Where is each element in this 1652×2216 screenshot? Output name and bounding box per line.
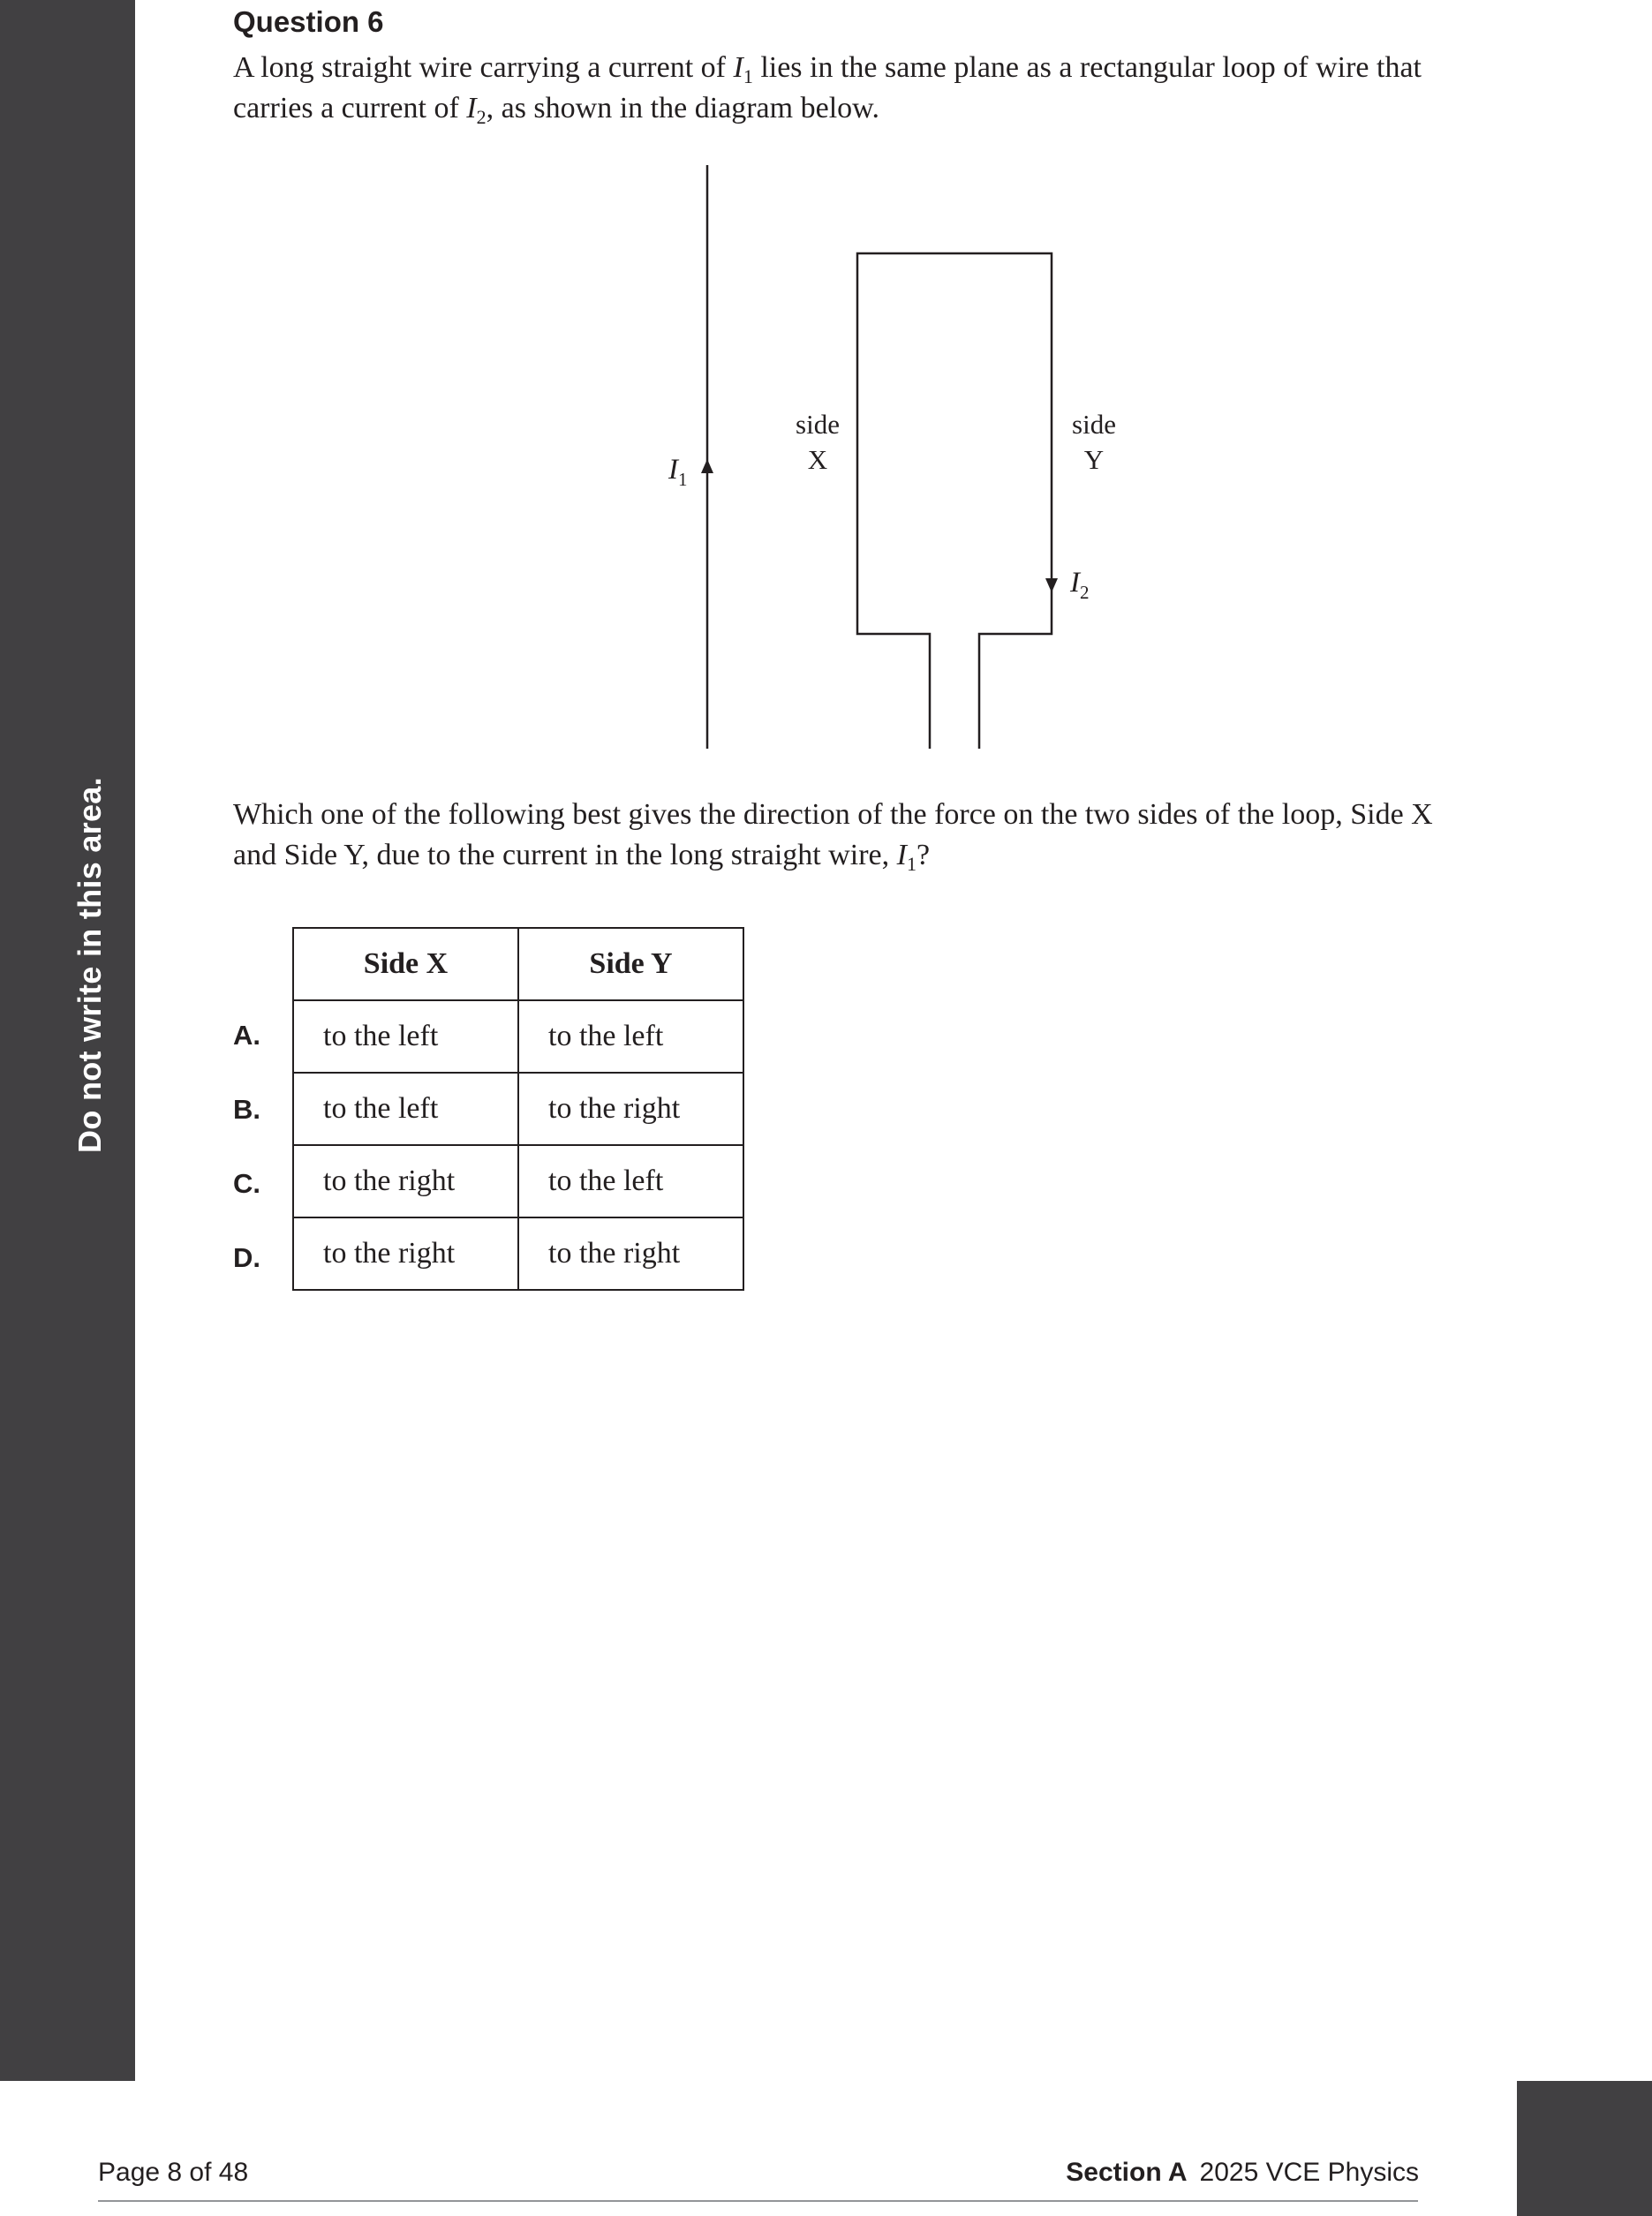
option-c-side-x: to the right (293, 1145, 518, 1217)
side-y-label-2: Y (1083, 444, 1105, 475)
loop-current-arrow-icon (1045, 578, 1058, 592)
subscript: 1 (906, 853, 917, 875)
table-header-row (293, 928, 743, 1000)
header-side-x: Side X (293, 928, 518, 1000)
prompt-line-1: Which one of the following best gives the direction of the force on the two sides of the loop, Side X (233, 798, 1433, 831)
wire-loop-diagram (0, 0, 1652, 795)
question-prompt (233, 795, 1522, 876)
subject-label: 2025 VCE Physics (1199, 2158, 1419, 2187)
table-row (293, 1145, 743, 1217)
rectangular-loop (857, 253, 1052, 749)
option-a-side-x: to the left (293, 1000, 518, 1073)
option-d-side-x: to the right (293, 1217, 518, 1290)
var-i: I (733, 51, 743, 84)
option-a-side-y: to the left (518, 1000, 743, 1073)
footer-section (1066, 2158, 1419, 2188)
side-x-label-1: side (796, 409, 840, 440)
subscript: 2 (476, 106, 487, 128)
options-table (292, 927, 744, 1291)
option-b-side-x: to the left (293, 1073, 518, 1145)
wire-current-arrow-icon (701, 459, 713, 473)
page-number: Page 8 of 48 (98, 2158, 249, 2187)
loop-current-label: $I_2$ (1070, 567, 1090, 603)
side-y-label-1: side (1072, 409, 1116, 440)
footer-rule (98, 2200, 1418, 2202)
wire-current-label: $I_1$ (668, 454, 688, 490)
subscript: 1 (743, 65, 753, 87)
option-c-side-y: to the left (518, 1145, 743, 1217)
side-x-label-2: X (807, 444, 828, 475)
sidebar-notice: Do not write in this area. (72, 777, 108, 1153)
option-b-side-y: to the right (518, 1073, 743, 1145)
prompt-line-2: and Side Y, due to the current in the long straight wire, $I_1$? (233, 839, 931, 875)
section-label: Section A (1066, 2158, 1188, 2187)
option-letter-c: C. (233, 1168, 260, 1199)
option-d-side-y: to the right (518, 1217, 743, 1290)
option-letter-a: A. (233, 1020, 260, 1051)
question-heading: Question 6 (233, 5, 384, 38)
stem-line-1: A long straight wire carrying a current of $I_1$ lies in the same plane as a rectangular loop of wire that (233, 51, 1422, 87)
stem-line-2: carries a current of $I_2$, as shown in the diagram below. (233, 92, 879, 128)
option-letter-d: D. (233, 1242, 260, 1273)
var-i: I (466, 92, 477, 124)
var-i: I (896, 839, 907, 871)
header-side-y: Side Y (518, 928, 743, 1000)
option-letter-b: B. (233, 1094, 260, 1125)
table-row (293, 1217, 743, 1290)
table-row (293, 1073, 743, 1145)
corner-block (1517, 2081, 1652, 2216)
table-row (293, 1000, 743, 1073)
